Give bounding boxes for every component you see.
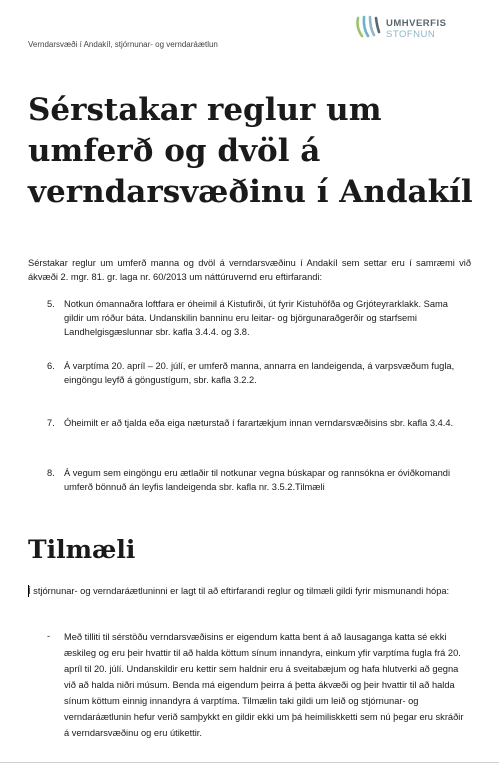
rule-number: 8. xyxy=(47,468,55,478)
logo-text-line2: STOFNUN xyxy=(386,29,436,40)
page-bottom-edge xyxy=(0,762,499,763)
bullet-paragraph: Með tilliti til sérstöðu verndarsvæðisins er eigendum katta bent á að lausaganga katta sé ekki æskileg og eru þeir hvattir til að halda köttum sínum innandyra, einkum yfir varptíma fugla frá 20. apríl til 20. júlí. Undanskildir eru kettir sem haldnir eru á sveitabæjum og hafa hlutverki að gegna við að halda niðri músum. Benda má eigendum þeirra á þetta ákvæði og þeir hvattir til að halda sínum köttum einnig innandyra á varptíma. Tilmælin taki gildi um leið og stjórnunar- og verndaráætlunin hefur verið samþykkt en gildir ekki um þá heimiliskketti sem nú þegar eru skráðir á verndarsvæðinu og eru útikettir. xyxy=(64,632,464,738)
rule-text: Notkun ómannaðra loftfara er óheimil á Kistufirði, út fyrir Kistuhöfða og Grjóteyrarklakk. Sama gildir um róður báta. Undanskilin banninu eru leitar- og björgunaraðgerðir og starfsemi Landhelgisgæslunnar sbr. kafla 3.4.4. og 3.8. xyxy=(64,299,448,337)
bullet-dash: - xyxy=(47,631,51,641)
document-title: Sérstakar reglur um umferð og dvöl á verndarsvæðinu í Andakíl xyxy=(28,92,473,210)
rule-text: Á varptíma 20. apríl – 20. júlí, er umferð manna, annarra en landeigenda, á varpsvæðum fugla, eingöngu leyfð á göngustígum, sbr. kafla 3.2.2. xyxy=(64,361,455,385)
running-header: Verndarsvæði í Andakíl, stjórnunar- og verndaráætlun xyxy=(28,40,218,49)
logo-mark-icon xyxy=(355,14,383,40)
rule-text: Á vegum sem eingöngu eru ætlaðir til notkunar vegna búskapar og rannsókna er óviðkomandi umferð bönnuð án leyfis landeigenda sbr. kafla nr. 3.5.2.Tilmæli xyxy=(64,468,451,492)
umhverfisstofnun-logo xyxy=(355,14,495,44)
rule-number: 7. xyxy=(47,418,55,428)
rule-number: 5. xyxy=(47,299,55,309)
intro-paragraph: Sérstakar reglur um umferð manna og dvöl á verndarsvæðinu í Andakíl sem settar eru í samræmi við ákvæði 2. mgr. 81. gr. laga nr. 60/2013 um náttúruvernd eru eftirfarandi: xyxy=(28,258,471,282)
logo-text-line1: UMHVERFIS xyxy=(386,18,447,29)
section-intro-paragraph[interactable]: Í stjórnunar- og verndaráætluninni er lagt til að eftirfarandi reglur og tilmæli gildi fyrir mismunandi hópa: xyxy=(28,586,450,596)
rule-text: Óheimilt er að tjalda eða eiga næturstað í farartækjum innan verndarsvæðisins sbr. kafla 3.4.4. xyxy=(64,418,454,428)
rule-number: 6. xyxy=(47,361,55,371)
section-title: Tilmæli xyxy=(28,535,136,564)
